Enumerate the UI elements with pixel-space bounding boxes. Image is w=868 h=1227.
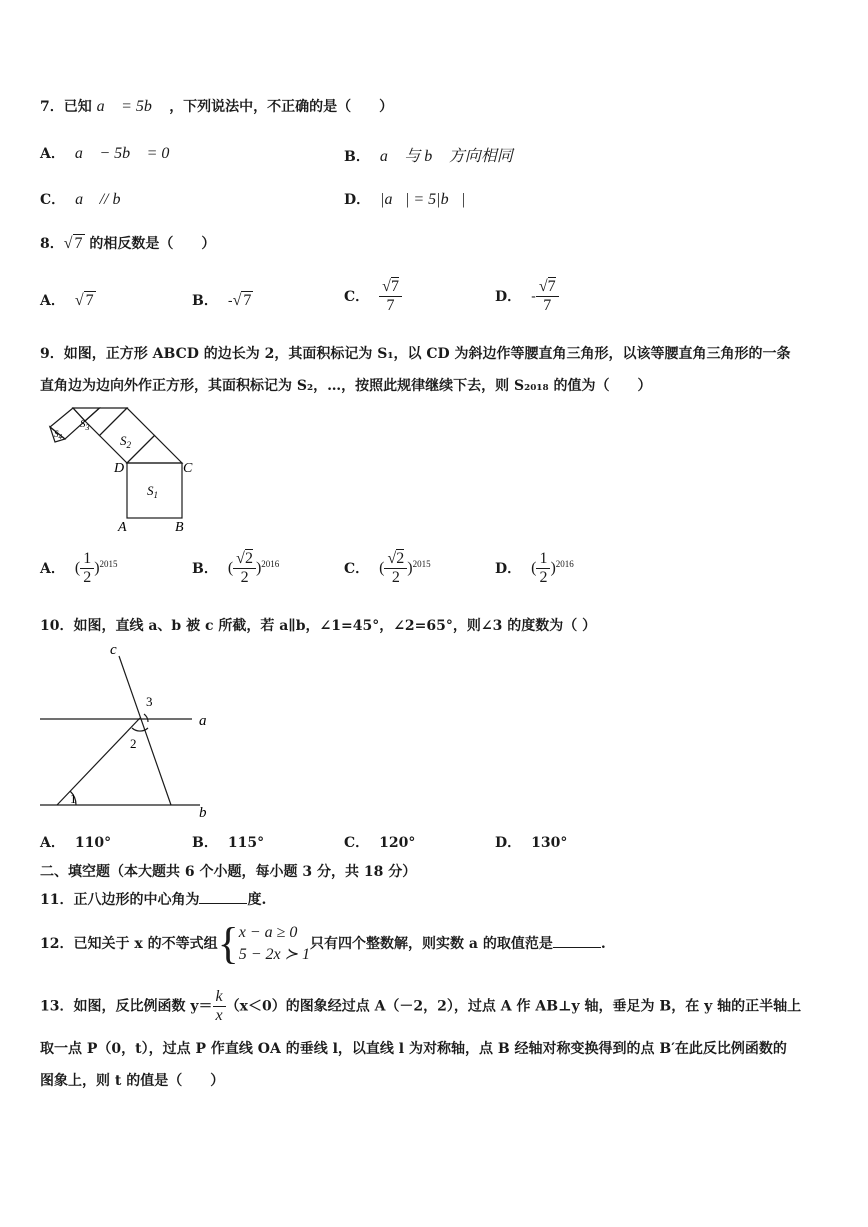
option-label: D． bbox=[495, 288, 522, 305]
q13-stem-line1 bbox=[40, 988, 801, 1025]
q7-stem-prefix: 7．已知 bbox=[40, 99, 92, 115]
label-s2: $S_2$ bbox=[120, 433, 131, 450]
q13-suffix: （x＜0）的图象经过点 A（－2，2），过点 A 作 AB⊥y 轴，垂足为 B，在 y 轴的正半轴上 bbox=[225, 998, 802, 1015]
q13-fraction: $\frac{k}{x}$ bbox=[213, 988, 226, 1025]
q10-option-a bbox=[40, 832, 111, 852]
q9-option-c: C． ( $\frac{√2}{2}$ )$^{2015}$ bbox=[344, 550, 431, 586]
option-label: B． bbox=[192, 835, 218, 851]
q7-option-a bbox=[40, 143, 169, 163]
triangle-2 bbox=[73, 408, 100, 421]
section-heading: 二、填空题（本大题共 6 个小题，每小题 3 分，共 18 分） bbox=[40, 864, 417, 880]
vertex-a: A bbox=[118, 520, 127, 535]
q10-stem: 10．如图，直线 a、b 被 c 所截，若 a∥b，∠1=45°，∠2=65°，则∠3 的度数为（ ） bbox=[40, 618, 597, 634]
q11-suffix: 度. bbox=[247, 892, 267, 908]
vertex-b: B bbox=[175, 520, 184, 535]
vertex-d: D bbox=[114, 461, 125, 476]
q13-stem-line3: 图象上，则 t 的值是（ ） bbox=[40, 1073, 225, 1089]
option-text: |a⃗| = 5|b⃗| bbox=[380, 191, 466, 208]
q9-figure bbox=[40, 405, 210, 535]
label-angle1: 1 bbox=[70, 791, 77, 806]
label-s4: $S_4$ bbox=[54, 429, 62, 441]
q7-stem-math: a⃗ = 5b⃗ bbox=[96, 98, 165, 115]
option-sign: - bbox=[227, 293, 233, 309]
brace-icon: { bbox=[217, 919, 239, 968]
option-text: 130° bbox=[531, 835, 568, 851]
q10-option-c bbox=[344, 832, 415, 852]
q12-suffix: 只有四个整数解，则实数 a 的取值范是 bbox=[310, 936, 553, 952]
inequality-system: x − a ≥ 0 5 − 2x ≻ 1 bbox=[238, 924, 311, 963]
label-s1: $S_1$ bbox=[147, 483, 158, 500]
option-text: 115° bbox=[227, 835, 265, 851]
q9-option-a: A． ( $\frac{1}{2}$ )$^{2015}$ bbox=[40, 550, 118, 586]
option-label: A． bbox=[40, 293, 65, 309]
option-label: B． bbox=[192, 293, 218, 309]
q12-stem bbox=[40, 919, 606, 968]
q11-stem bbox=[40, 889, 266, 909]
option-text: a⃗ // b⃗ bbox=[75, 191, 133, 208]
q11-prefix: 11．正八边形的中心角为 bbox=[40, 892, 200, 908]
option-text: a⃗ 与 b⃗ 方向相同 bbox=[379, 148, 513, 165]
option-label: A． bbox=[40, 560, 65, 577]
q8-sqrt: √ 7 bbox=[63, 235, 83, 252]
q10-figure bbox=[36, 640, 226, 825]
option-label: A． bbox=[40, 835, 65, 851]
option-label: B． bbox=[344, 149, 370, 165]
q9-stem-line2: 直角边为边向外作正方形，其面积标记为 S₂，…，按照此规律继续下去，则 S₂₀₁₈ 的值为（ ） bbox=[40, 378, 652, 394]
q13-prefix: 13．如图，反比例函数 y＝ bbox=[40, 998, 213, 1015]
q10-option-d bbox=[495, 832, 567, 852]
q7-stem-suffix: ，下列说法中，不正确的是（ ） bbox=[169, 99, 394, 115]
option-label: B． bbox=[192, 560, 218, 577]
triangle-1 bbox=[127, 436, 182, 464]
option-sqrt: √ 7 bbox=[232, 292, 252, 309]
option-sqrt: √ 7 bbox=[74, 292, 94, 309]
q9-option-d: D． ( $\frac{1}{2}$ )$^{2016}$ bbox=[495, 550, 574, 586]
option-fraction: $\frac{√7}{7}$ bbox=[379, 278, 402, 315]
answer-blank[interactable] bbox=[199, 903, 247, 904]
option-label: C． bbox=[344, 835, 370, 851]
q7-option-c bbox=[40, 189, 133, 209]
q7-option-b bbox=[344, 143, 513, 166]
label-angle3: 3 bbox=[146, 694, 153, 709]
square-s2 bbox=[100, 408, 155, 463]
option-fraction: $\frac{√7}{7}$ bbox=[536, 278, 559, 315]
q8-number: 8． bbox=[40, 236, 64, 252]
option-label: A． bbox=[40, 146, 65, 162]
vertex-c: C bbox=[183, 461, 193, 476]
q8-stem bbox=[40, 233, 215, 253]
q12-end: . bbox=[600, 936, 606, 952]
q9-option-b: B． ( $\frac{√2}{2}$ )$^{2016}$ bbox=[192, 550, 280, 586]
option-sign: - bbox=[531, 288, 536, 305]
answer-blank[interactable] bbox=[553, 947, 601, 948]
q10-option-b bbox=[192, 832, 264, 852]
option-label: D． bbox=[495, 560, 522, 577]
label-a: a bbox=[199, 713, 207, 729]
option-text: 110° bbox=[74, 835, 112, 851]
option-label: D． bbox=[495, 835, 522, 851]
label-angle2: 2 bbox=[130, 736, 137, 751]
q8-option-d bbox=[495, 278, 559, 315]
q7-option-d bbox=[344, 189, 465, 209]
option-label: C． bbox=[344, 288, 370, 305]
option-label: C． bbox=[344, 560, 370, 577]
q8-option-b bbox=[192, 290, 253, 310]
arc-angle3 bbox=[144, 714, 148, 722]
q8-stem-suffix: 的相反数是（ ） bbox=[89, 236, 216, 252]
label-c: c bbox=[110, 642, 117, 658]
label-s3: $S_3$ bbox=[80, 418, 90, 432]
label-b: b bbox=[199, 805, 207, 821]
q9-stem-line1: 9．如图，正方形 ABCD 的边长为 2，其面积标记为 S₁，以 CD 为斜边作等腰直角三角形，以该等腰直角三角形的一条 bbox=[40, 346, 791, 362]
q8-option-a bbox=[40, 290, 96, 310]
q8-option-c bbox=[344, 278, 402, 315]
option-label: C． bbox=[40, 192, 66, 208]
q13-stem-line2: 取一点 P（0，t），过点 P 作直线 OA 的垂线 l，以直线 l 为对称轴，点 B 经轴对称变换得到的点 B′在此反比例函数的 bbox=[40, 1041, 787, 1057]
q12-prefix: 12．已知关于 x 的不等式组 bbox=[40, 936, 218, 952]
option-text: a⃗ − 5b⃗ = 0 bbox=[74, 145, 170, 162]
q7-stem bbox=[40, 96, 393, 116]
option-text: 120° bbox=[379, 835, 416, 851]
square-s3 bbox=[85, 408, 127, 436]
option-label: D． bbox=[344, 192, 371, 208]
